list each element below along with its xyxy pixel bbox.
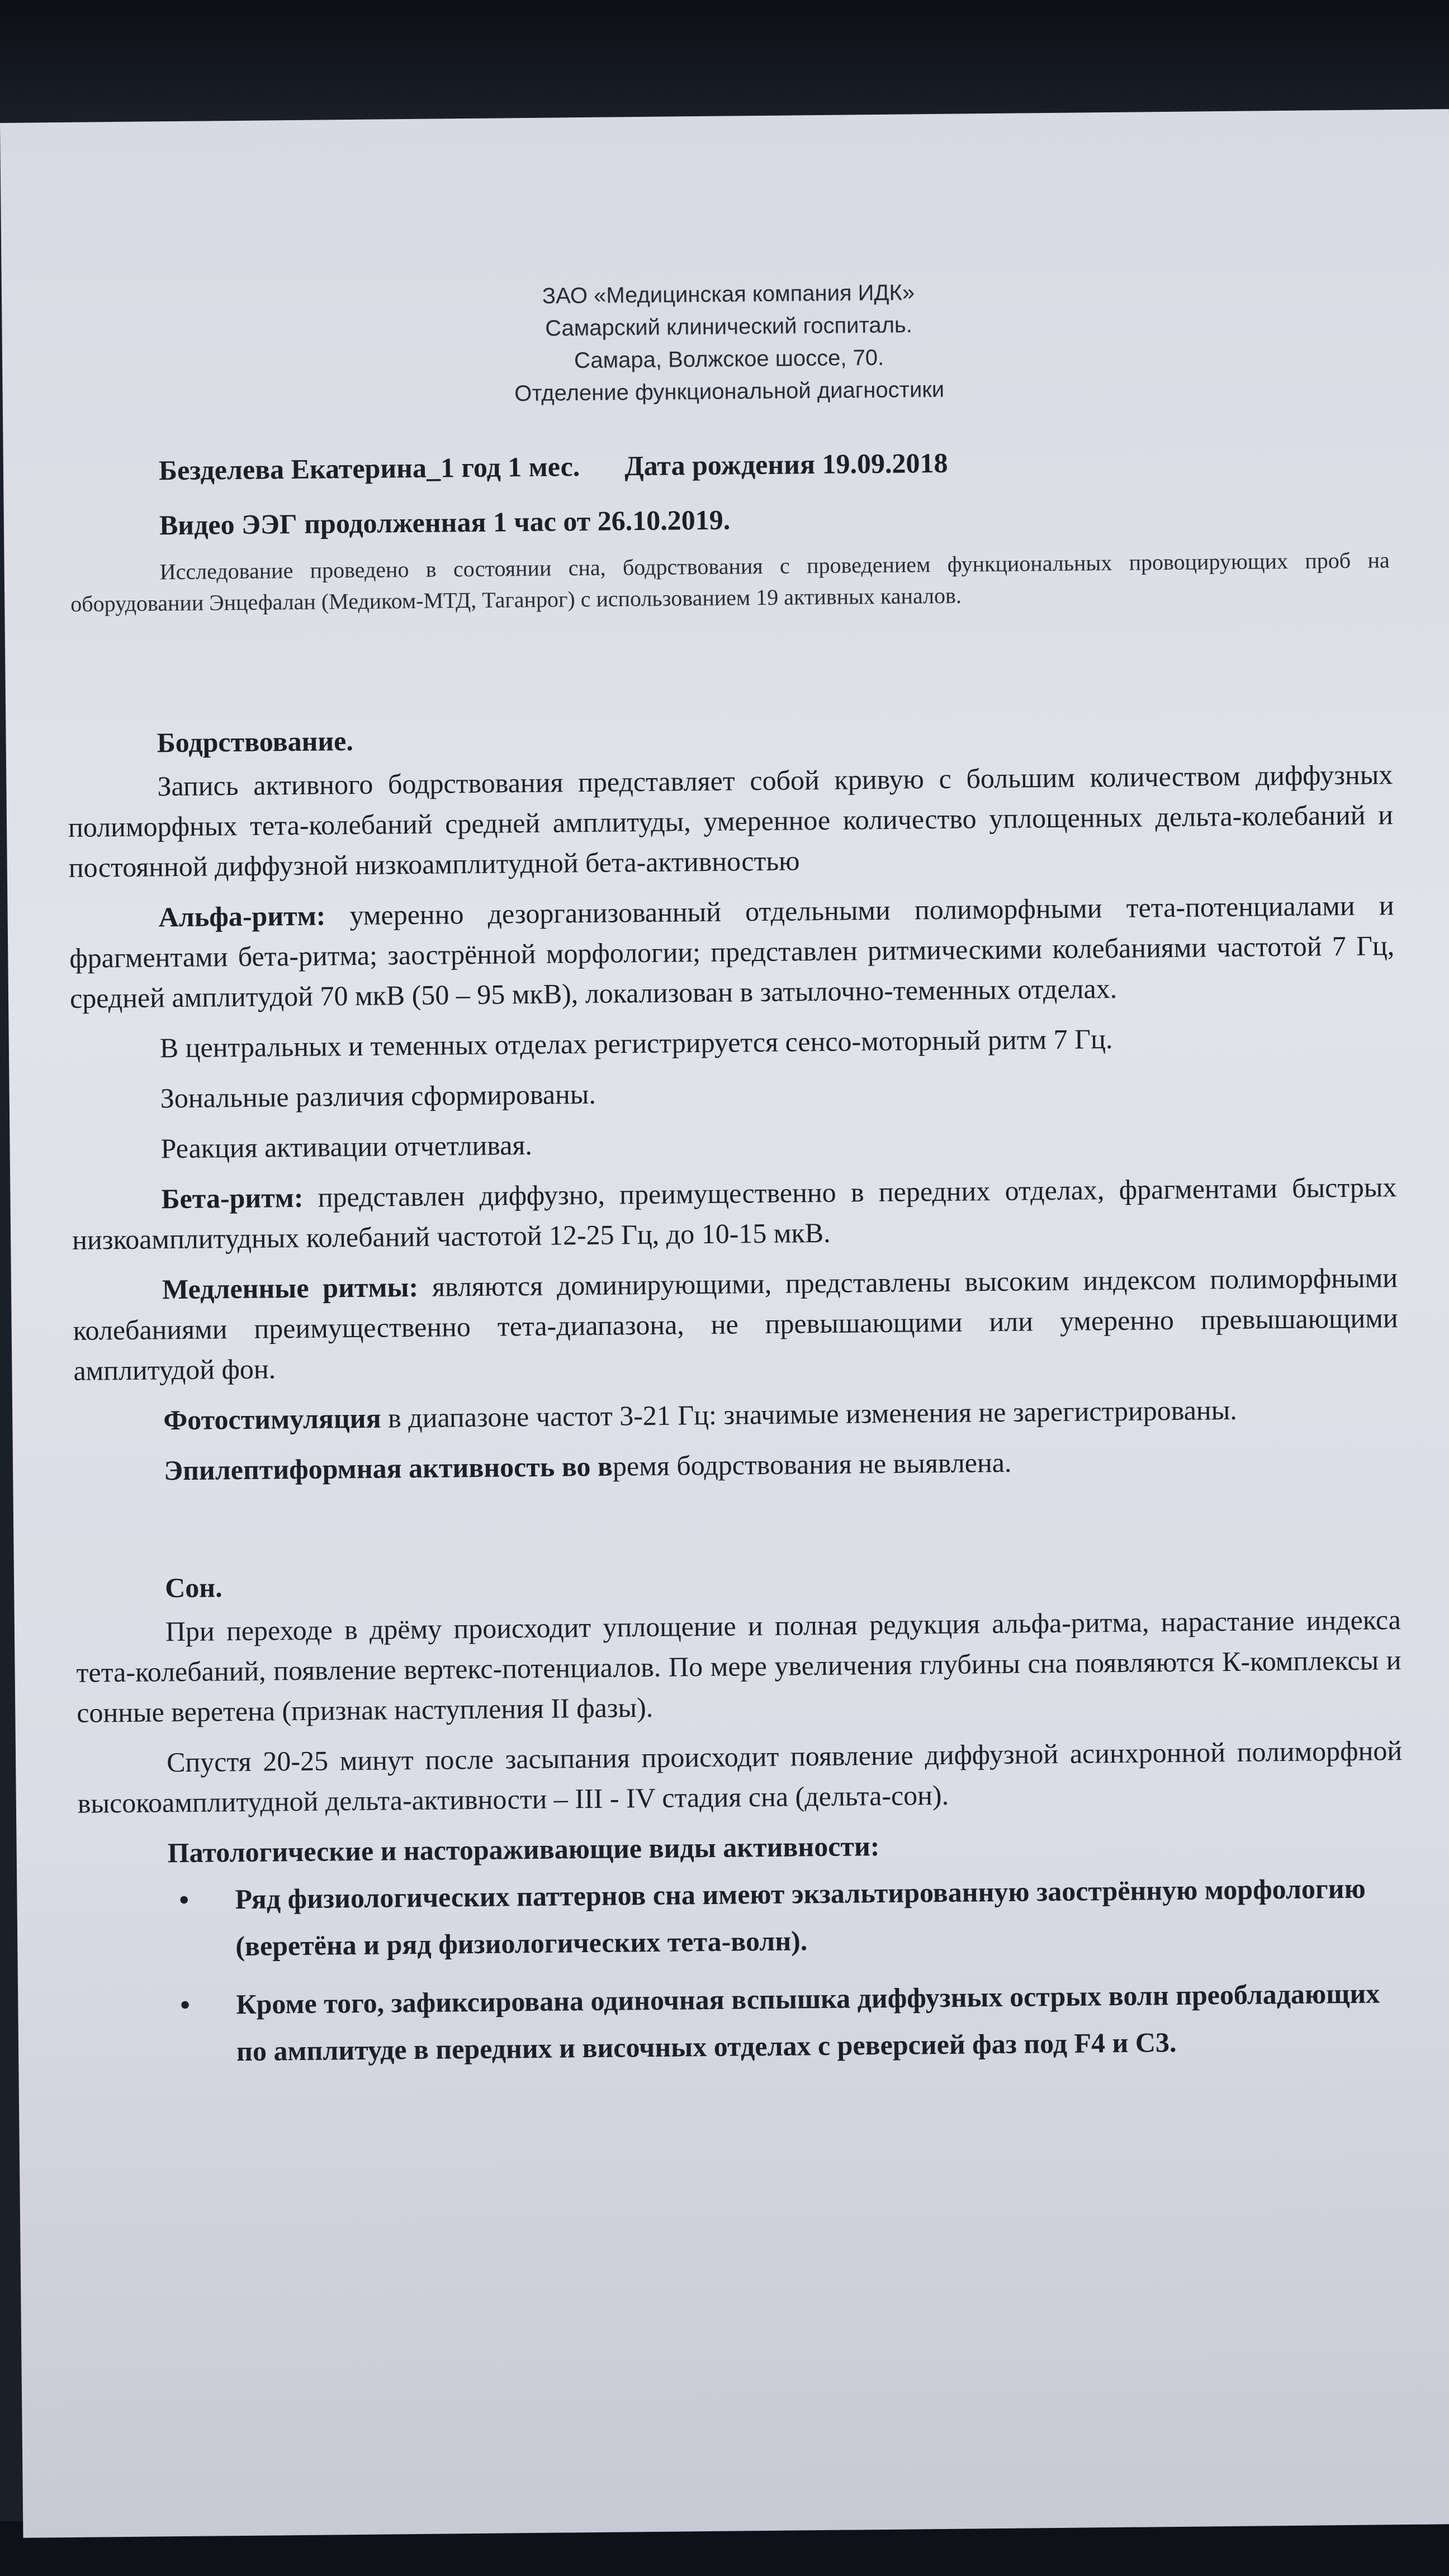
clinic-hospital: Самарский клинический госпиталь. [545, 312, 913, 341]
list-item-text: Кроме того, зафиксирована одиночная вспышка диффузных острых волн преобладающих по амплитуде в передних и височных отделах с реверсией фаз под F4 и C3. [236, 1977, 1380, 2067]
slow-rhythms-label: Медленные ритмы: [162, 1271, 419, 1305]
epileptiform-paragraph [74, 1438, 1400, 1491]
report-body [67, 711, 1405, 2087]
section-spacer [75, 1489, 1400, 1569]
alpha-rhythm-label: Альфа-ритм: [158, 899, 326, 933]
study-intro: Исследование проведено в состоянии сна, бодрствования с проведением функциональных провоцирующих проб на оборудовании Энцефалан (Медиком-МТД, Таганрог) с использованием 19 активных каналов. [70, 547, 1390, 617]
list-item [169, 1969, 1405, 2075]
patient-name: Безделева Екатерина_1 год 1 мес. [158, 451, 580, 486]
wake-description: Запись активного бодрствования представляет собой кривую с большим количеством диффузных полиморфных тета-колебаний средней амплитуды, умеренное количество уплощенных дельта-колебаний и постоянной диффузной низкоамплитудной бета-активностью [68, 759, 1394, 883]
beta-rhythm-paragraph [72, 1167, 1397, 1260]
sensomotor-paragraph: В центральных и теменных отделах регистрируется сенсо-моторный ритм 7 Гц. [159, 1022, 1113, 1064]
section-title-wake: Бодрствование. [157, 724, 354, 759]
patient-block [159, 435, 949, 553]
zonal-paragraph: Зональные различия сформированы. [160, 1078, 596, 1114]
deep-sleep-paragraph: Спустя 20-25 минут после засыпания происходит появление диффузной асинхронной полиморфной высокоамплитудной дельта-активности – III - IV стадия сна (дельта-сон). [77, 1735, 1403, 1819]
reaction-paragraph: Реакция активации отчетливая. [160, 1129, 533, 1164]
slow-rhythms-paragraph [73, 1257, 1399, 1391]
document-page [0, 109, 1449, 2538]
list-item-text: Ряд физиологических паттернов сна имеют экзальтированную заострённую морфологию (веретёна и ряд физиологических тета-волн). [235, 1872, 1366, 1962]
clinic-company: ЗАО «Медицинская компания ИДК» [542, 280, 915, 309]
patient-birth-date: Дата рождения 19.09.2018 [624, 447, 948, 482]
pathology-title: Патологические и настораживающие виды активности: [167, 1830, 880, 1869]
study-title: Видео ЭЭГ продолженная 1 час от 26.10.2019. [159, 504, 731, 541]
alpha-rhythm-paragraph [69, 885, 1395, 1019]
patient-line [159, 435, 948, 498]
clinic-header [449, 276, 1009, 411]
photostimulation-text: в диапазоне частот 3-21 Гц: значимые изменения не зарегистрированы. [381, 1394, 1238, 1434]
alpha-rhythm-text: умеренно дезорганизованный отдельными полиморфными тета-потенциалами и фрагментами бета-ритма; заострённой морфологии; представлен ритмическими колебаниями частотой 7 Гц, средней амплитудой 70 мкВ (50 – 95 мкВ), локализован в затылочно-теменных отделах. [69, 889, 1395, 1014]
bullet-marker: • [180, 1988, 191, 2021]
beta-rhythm-text: представлен диффузно, преимущественно в передних отделах, фрагментами быстрых низкоамплитудных колебаний частотой 12-25 Гц, до 10-15 мкВ. [72, 1171, 1397, 1256]
list-item [168, 1864, 1404, 1970]
clinic-address: Самара, Волжское шоссе, 70. [574, 345, 884, 373]
bullet-marker: • [179, 1883, 190, 1916]
photostimulation-label: Фотостимуляция [163, 1402, 381, 1436]
beta-rhythm-label: Бета-ритм: [161, 1181, 304, 1215]
clinic-department: Отделение функциональной диагностики [514, 377, 945, 406]
slow-rhythms-text: являются доминирующими, представлены высоким индексом полиморфными колебаниями преимущественно тета-диапазона, не превышающими или умеренно превышающими амплитудой фон. [73, 1262, 1398, 1386]
epileptiform-text: ремя бодрствования не выявлена. [612, 1446, 1012, 1482]
section-title-sleep: Сон. [164, 1571, 222, 1604]
sleep-onset-paragraph: При переходе в дрёму происходит уплощение и полная редукция альфа-ритма, нарастание индекса тета-колебаний, появление вертекс-потенциалов. По мере увеличения глубины сна появляются К-комплексы и сонные веретена (признак наступления II фазы). [76, 1604, 1401, 1729]
photostimulation-paragraph [74, 1388, 1399, 1441]
pathology-list [78, 1864, 1405, 2076]
epileptiform-label: Эпилептиформная активность во в [163, 1450, 613, 1486]
